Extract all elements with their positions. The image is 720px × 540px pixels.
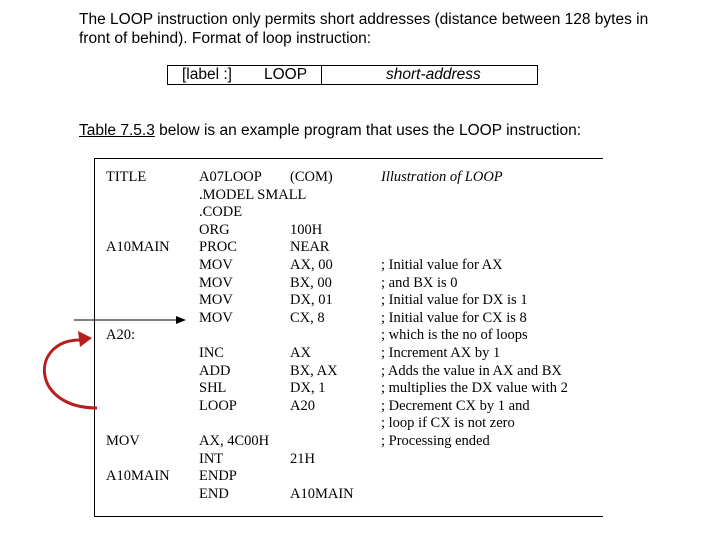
listing-c4-cell: ; loop if CX is not zero — [381, 415, 515, 432]
listing-c3-cell: (COM) — [290, 169, 333, 185]
listing-c2-cell: MOV — [199, 274, 233, 291]
listing-c2-cell: END — [199, 485, 229, 502]
listing-c2-cell: MOV — [199, 309, 233, 326]
listing-c1-cell: A20: — [106, 327, 135, 344]
format-label-cell: [label :] — [182, 66, 232, 83]
listing-c4-cell: ; Adds the value in AX and BX — [381, 362, 562, 379]
format-operation-cell: LOOP — [264, 66, 308, 83]
listing-c3-cell: 100H — [290, 221, 323, 238]
listing-c2-cell: SHL — [199, 380, 227, 397]
right-pointer-arrow-icon — [74, 316, 186, 324]
listing-c1-cell: A10MAIN — [106, 468, 170, 485]
listing-c3-cell: AX, 00 — [290, 257, 333, 273]
listing-c2-cell: INT — [199, 450, 224, 467]
listing-c2-cell: AX, 4C00H — [199, 433, 270, 449]
listing-c1-cell: TITLE — [106, 169, 147, 185]
listing-c3-cell: BX, 00 — [290, 274, 332, 291]
listing-c3-cell: A10MAIN — [290, 485, 354, 502]
listing-c2-cell: .MODEL SMALL — [199, 186, 307, 203]
listing-c4-cell: ; and BX is 0 — [381, 274, 458, 291]
listing-c4-cell: ; Processing ended — [381, 433, 490, 449]
listing-c2-cell: INC — [199, 345, 224, 361]
listing-c2-cell: MOV — [199, 257, 233, 273]
pointer-arrow-head — [176, 316, 186, 324]
listing-c4-cell: ; Increment AX by 1 — [381, 345, 501, 361]
listing-c1-cell: A10MAIN — [106, 239, 170, 256]
listing-c4-cell: ; which is the no of loops — [381, 327, 528, 344]
listing-c3-cell: DX, 1 — [290, 380, 326, 397]
listing-c3-cell: NEAR — [290, 239, 330, 256]
listing-c3-cell: BX, AX — [290, 362, 338, 379]
listing-c2-cell: A07LOOP — [199, 169, 262, 185]
listing-c1-cell: MOV — [106, 433, 140, 449]
listing-c2-cell: ORG — [199, 221, 230, 238]
intro-paragraph: The LOOP instruction only permits short addresses (distance between 128 bytes in front of behind). Format of loop instruction: — [79, 11, 649, 47]
listing-c4-cell: ; multiplies the DX value with 2 — [381, 380, 568, 397]
table-reference: Table 7.5.3 — [79, 122, 155, 139]
loop-arrow-curve — [44, 340, 97, 408]
listing-c3-cell: DX, 01 — [290, 292, 333, 309]
listing-c4-cell: Illustration of LOOP — [381, 169, 503, 185]
table-intro-text: below is an example program that uses the LOOP instruction: — [154, 122, 582, 139]
listing-c3-cell: AX — [290, 345, 311, 361]
listing-c4-cell: ; Initial value for CX is 8 — [381, 309, 527, 326]
format-operand-cell: short-address — [386, 66, 481, 83]
listing-c2-cell: PROC — [199, 239, 237, 256]
listing-c2-cell: .CODE — [199, 204, 243, 221]
listing-c4-cell: ; Initial value for DX is 1 — [381, 292, 528, 309]
loop-arrow-head — [78, 331, 92, 347]
listing-c3-cell: 21H — [290, 450, 315, 467]
listing-c3-cell: CX, 8 — [290, 309, 325, 326]
listing-c4-cell: ; Initial value for AX — [381, 257, 503, 273]
listing-c4-cell: ; Decrement CX by 1 and — [381, 397, 530, 414]
listing-c2-cell: MOV — [199, 292, 233, 309]
curved-loop-arrow-icon — [44, 331, 97, 408]
listing-c2-cell: ENDP — [199, 468, 237, 485]
listing-c3-cell: A20 — [290, 397, 315, 414]
listing-c2-cell: ADD — [199, 362, 231, 379]
listing-c2-cell: LOOP — [199, 397, 237, 414]
